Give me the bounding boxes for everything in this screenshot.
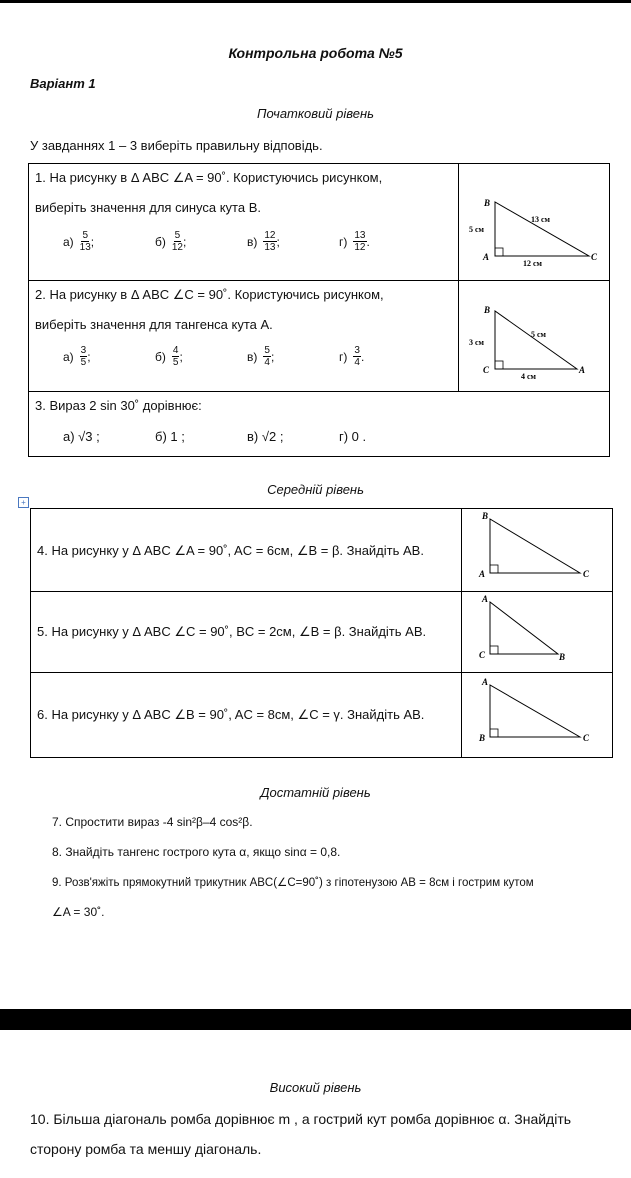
task3-option-a: а) √3 ;: [63, 429, 100, 444]
task9-text: 9. Розв'яжіть прямокутний трикутник ABC(∠C=90˚) з гіпотенузою AB = 8см і гострим кутом: [52, 877, 534, 889]
task2-side-ba: 5 см: [531, 330, 546, 339]
task5-text: 5. На рисунку у Δ ABC ∠C = 90˚, BC = 2см, ∠B = β. Знайдіть АВ.: [37, 624, 427, 639]
task2-side-ca: 4 см: [521, 372, 536, 381]
svg-text:C: C: [479, 650, 486, 660]
level-initial: Початковий рівень: [257, 106, 374, 121]
top-black-bar: [0, 0, 631, 3]
task2-triangle-figure: [459, 281, 609, 391]
task2-option: в) $\frac{5}{4}$ ;: [247, 345, 275, 368]
task3-options: [63, 429, 431, 444]
task7-text: 7. Спростити вираз -4 sin²β–4 cos²β.: [52, 815, 253, 829]
svg-text:A: A: [482, 594, 489, 604]
middle-level-table: [30, 508, 613, 758]
task2-options: [63, 345, 431, 368]
svg-text:A: A: [479, 569, 486, 579]
svg-text:B: B: [479, 733, 486, 743]
svg-text:C: C: [583, 733, 590, 743]
task2-line1: 2. На рисунку в Δ ABC ∠C = 90˚. Користуючись рисунком,: [35, 287, 384, 302]
task10-line2: сторону ромба та меншу діагональ.: [30, 1141, 262, 1157]
task5-triangle-figure: [462, 592, 612, 672]
task2-option: г) $\frac{3}{4}$ .: [339, 345, 365, 368]
separator-black-bar: [0, 1009, 631, 1030]
task3-option-b: б) 1 ;: [155, 429, 185, 444]
task4-triangle-figure: [462, 509, 612, 591]
task1-side-ab: 5 см: [469, 225, 484, 234]
svg-text:C: C: [583, 569, 590, 579]
task2-vertex-a: A: [579, 365, 586, 375]
task2-option: а) $\frac{3}{5}$ ;: [63, 345, 91, 368]
task1-option: г) $\frac{13}{12}$ .: [339, 230, 370, 253]
task1-option: в) $\frac{12}{13}$ ;: [247, 230, 280, 253]
task2-side-cb: 3 см: [469, 338, 484, 347]
task1-option: а) $\frac{5}{13}$ ;: [63, 230, 95, 253]
task1-option: б) $\frac{5}{12}$ ;: [155, 230, 187, 253]
level-high: Високий рівень: [269, 1080, 362, 1095]
task1-vertex-c: C: [591, 252, 598, 262]
svg-text:B: B: [559, 652, 566, 662]
task2-line2: виберіть значення для тангенса кута А.: [35, 317, 273, 332]
task3-option-c: в) √2 ;: [247, 429, 284, 444]
task1-triangle-figure: [459, 164, 609, 280]
task8-text: 8. Знайдіть тангенс гострого кута α, якщо sinα = 0,8.: [52, 845, 341, 859]
task1-vertex-a: A: [483, 252, 490, 262]
level-sufficient: Достатній рівень: [260, 785, 371, 800]
task2-vertex-b: B: [484, 305, 491, 315]
level-middle: Середній рівень: [267, 482, 364, 497]
task4-text: 4. На рисунку у Δ ABC ∠A = 90˚, AC = 6см, ∠B = β. Знайдіть АВ.: [37, 543, 424, 558]
task3-line1: 3. Вираз 2 sin 30˚ дорівнює:: [35, 398, 202, 413]
task6-triangle-figure: [462, 673, 612, 757]
task1-options: [63, 230, 431, 253]
task1-vertex-b: B: [484, 198, 491, 208]
task2-option: б) $\frac{4}{5}$ ;: [155, 345, 183, 368]
initial-level-table: [28, 163, 610, 457]
task6-text: 6. На рисунку у Δ ABC ∠B = 90˚, AC = 8см, ∠C = γ. Знайдіть АВ.: [37, 707, 425, 722]
task1-side-ac: 12 см: [523, 259, 542, 268]
page-title: Контрольна робота №5: [228, 45, 403, 61]
task2-vertex-c: C: [483, 365, 490, 375]
svg-text:A: A: [482, 677, 489, 687]
task1-line1: 1. На рисунку в Δ ABC ∠A = 90˚. Користуючись рисунком,: [35, 170, 383, 185]
task9-text-cont: ∠A = 30˚.: [52, 905, 105, 919]
instruction-text: У завданнях 1 – 3 виберіть правильну відповідь.: [30, 138, 323, 153]
variant-label: Варіант 1: [30, 76, 96, 91]
svg-text:B: B: [482, 511, 489, 521]
task10-line1: 10. Більша діагональ ромба дорівнює m , а гострий кут ромба дорівнює α. Знайдіть: [30, 1111, 572, 1127]
task1-side-bc: 13 см: [531, 215, 550, 224]
task3-option-d: г) 0 .: [339, 429, 367, 444]
table-move-handle-icon[interactable]: +: [18, 497, 29, 508]
task1-line2: виберіть значення для синуса кута В.: [35, 200, 261, 215]
